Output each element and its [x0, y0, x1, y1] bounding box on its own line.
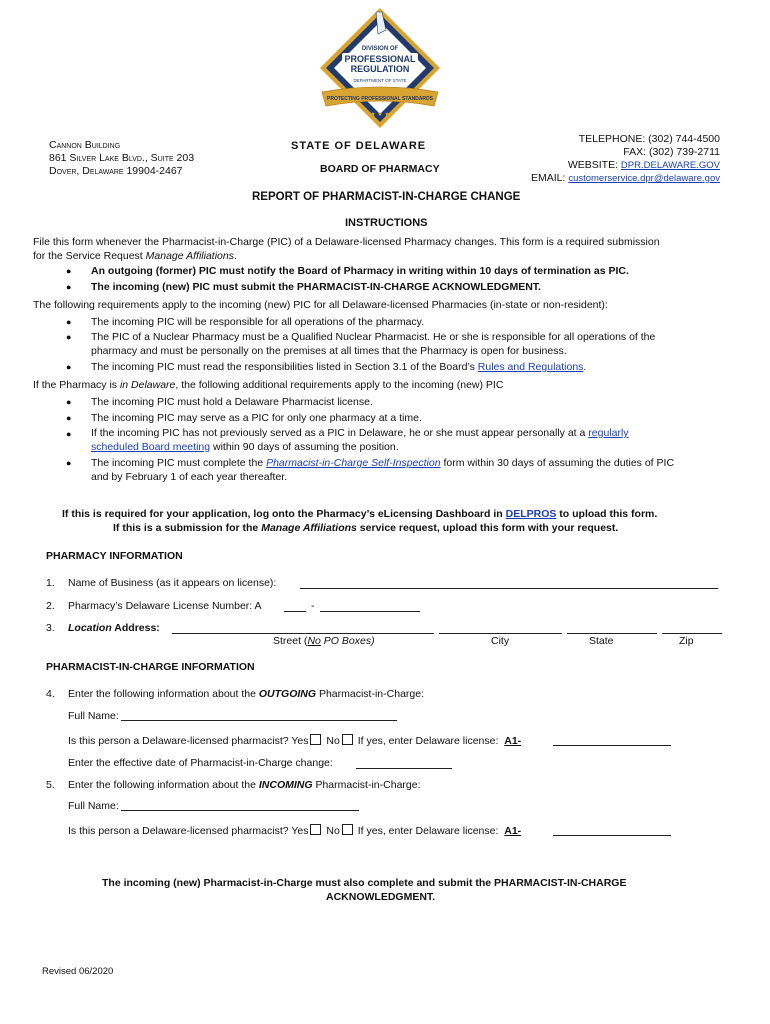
seal-main-text-2: REGULATION	[350, 64, 410, 74]
instructions-d4c: and by February 1 of each year thereafter.	[91, 471, 288, 483]
bullet-icon: ●	[66, 282, 72, 292]
address-line-3: Dover, Delaware 19904-2467	[49, 165, 183, 177]
form-title: REPORT OF PHARMACIST-IN-CHARGE CHANGE	[252, 191, 521, 203]
q2-number: 2.	[46, 600, 55, 612]
seal-dept-text: DEPARTMENT OF STATE	[353, 78, 407, 83]
bullet-icon: ●	[66, 362, 72, 372]
rules-regulations-link[interactable]: Rules and Regulations	[477, 361, 584, 373]
acknowledgment-note-1: The incoming (new) Pharmacist-in-Charge must also complete and submit the PHARMACIST-IN-CHARGE	[102, 877, 627, 889]
q4-number: 4.	[46, 688, 55, 700]
q2-label: Pharmacy’s Delaware License Number: A	[68, 600, 262, 612]
instructions-p2: The following requirements apply to the incoming (new) PIC for all Delaware-licensed Pharmacies (in-state or non-resident):	[33, 299, 608, 311]
q5-number: 5.	[46, 779, 55, 791]
address-line-2: 861 Silver Lake Blvd., Suite 203	[49, 152, 195, 164]
instructions-b2: The incoming (new) PIC must submit the PHARMACIST-IN-CHARGE ACKNOWLEDGMENT.	[91, 281, 541, 293]
pharmacy-info-heading: PHARMACY INFORMATION	[46, 550, 183, 562]
instructions-c2a: The PIC of a Nuclear Pharmacy must be a Qualified Nuclear Pharmacist. He or she is responsible for all operations of the	[91, 331, 656, 343]
instructions-d1: The incoming PIC must hold a Delaware Pharmacist license.	[91, 396, 373, 408]
state-field[interactable]	[567, 622, 657, 634]
instructions-p1b: for the Service Request Manage Affiliations.	[33, 250, 237, 262]
state-heading: STATE OF DELAWARE	[291, 140, 427, 152]
bullet-icon: ●	[66, 317, 72, 327]
email-line	[531, 172, 720, 184]
q3-number: 3.	[46, 622, 55, 634]
bullet-icon: ●	[66, 266, 72, 276]
instructions-p3: If the Pharmacy is in Delaware, the following additional requirements apply to the incoming (new) PIC	[33, 379, 504, 391]
seal-main-text-1: PROFESSIONAL	[344, 54, 416, 64]
effective-date-field[interactable]	[356, 757, 452, 769]
outgoing-fullname-field[interactable]	[121, 709, 397, 721]
incoming-yes-checkbox[interactable]	[310, 824, 321, 835]
instructions-d3a: If the incoming PIC has not previously served as a PIC in Delaware, he or she must appear personally at a regularly	[91, 427, 629, 439]
instructions-d4a: The incoming PIC must complete the Pharmacist-in-Charge Self-Inspection form within 30 days of assuming the duties of PIC	[91, 457, 675, 469]
incoming-licensed-question: Is this person a Delaware-licensed pharmacist? Yes No If yes, enter Delaware license: A1-	[68, 825, 522, 837]
q1-label: Name of Business (as it appears on license):	[68, 577, 277, 589]
state-caption: State	[589, 635, 614, 647]
email-link[interactable]: customerservice.dpr@delaware.gov	[568, 173, 720, 184]
city-caption: City	[491, 635, 510, 647]
outgoing-licensed-question: Is this person a Delaware-licensed pharmacist? Yes No If yes, enter Delaware license: A1-	[68, 735, 522, 747]
revision-date: Revised 06/2020	[42, 966, 114, 977]
zip-field[interactable]	[662, 622, 722, 634]
regularly-link[interactable]: regularly	[588, 427, 629, 439]
instructions-d3b: scheduled Board meeting within 90 days of assuming the position.	[91, 441, 399, 453]
fax: FAX: (302) 739-2711	[623, 146, 720, 158]
telephone: TELEPHONE: (302) 744-4500	[578, 133, 720, 145]
city-field[interactable]	[439, 622, 562, 634]
website-label: WEBSITE:	[567, 159, 618, 171]
instructions-c3: The incoming PIC must read the responsibilities listed in Section 3.1 of the Board’s Rules and Regulations.	[91, 361, 587, 373]
self-inspection-link[interactable]: Pharmacist-in-Charge Self-Inspection	[266, 457, 441, 469]
instructions-c2b: pharmacy and must be personally on the premises at all times that the Pharmacy is open for business.	[91, 345, 567, 357]
upload-line-1: If this is required for your application, log onto the Pharmacy’s eLicensing Dashboard in DELPROS to upload this form.	[62, 508, 658, 520]
outgoing-no-checkbox[interactable]	[342, 734, 353, 745]
zip-caption: Zip	[679, 635, 694, 647]
q4-label: Enter the following information about the OUTGOING Pharmacist-in-Charge:	[68, 688, 424, 700]
outgoing-fullname-label: Full Name:	[68, 710, 119, 722]
website-link[interactable]: DPR.DELAWARE.GOV	[620, 160, 720, 171]
board-meeting-link[interactable]: scheduled Board meeting	[91, 441, 211, 453]
seal-stars: ★ ★ ★	[370, 112, 390, 118]
q3-label: Location Address:	[68, 622, 160, 634]
street-caption: Street (No PO Boxes)	[273, 635, 375, 647]
acknowledgment-note-2: ACKNOWLEDGMENT.	[326, 891, 436, 903]
incoming-no-checkbox[interactable]	[342, 824, 353, 835]
business-name-field[interactable]	[300, 577, 718, 589]
delpros-link[interactable]: DELPROS	[505, 508, 557, 520]
seal-top-text: DIVISION OF	[361, 46, 399, 52]
seal-ribbon-text: PROTECTING PROFESSIONAL STANDARDS	[327, 96, 433, 102]
incoming-fullname-field[interactable]	[121, 799, 359, 811]
instructions-heading: INSTRUCTIONS	[345, 217, 428, 229]
outgoing-yes-checkbox[interactable]	[310, 734, 321, 745]
license-dash: -	[311, 600, 315, 612]
email-label: EMAIL:	[530, 172, 566, 184]
q5-label: Enter the following information about the INCOMING Pharmacist-in-Charge:	[68, 779, 421, 791]
instructions-d2: The incoming PIC may serve as a PIC for only one pharmacy at a time.	[91, 412, 422, 424]
bullet-icon: ●	[66, 458, 72, 468]
bullet-icon: ●	[66, 397, 72, 407]
address-line-1: Cannon Building	[49, 139, 121, 151]
outgoing-license-field[interactable]	[553, 734, 671, 746]
bullet-icon: ●	[66, 429, 72, 439]
q1-number: 1.	[46, 577, 55, 589]
incoming-license-field[interactable]	[553, 824, 671, 836]
effective-date-label: Enter the effective date of Pharmacist-in-Charge change:	[68, 757, 333, 769]
street-field[interactable]	[172, 622, 434, 634]
incoming-fullname-label: Full Name:	[68, 800, 119, 812]
website-line	[568, 159, 720, 171]
instructions-b1: An outgoing (former) PIC must notify the Board of Pharmacy in writing within 10 days of termination as PIC.	[91, 265, 629, 277]
instructions-p1a: File this form whenever the Pharmacist-in-Charge (PIC) of a Delaware-licensed Pharmacy changes. This form is a required submission	[33, 236, 660, 248]
division-seal-logo	[312, 4, 448, 132]
upload-line-2: If this is a submission for the Manage Affiliations service request, upload this form with your request.	[113, 522, 619, 534]
board-heading: BOARD OF PHARMACY	[320, 163, 440, 175]
instructions-c1: The incoming PIC will be responsible for all operations of the pharmacy.	[91, 316, 425, 328]
bullet-icon: ●	[66, 413, 72, 423]
license-number-field[interactable]	[320, 600, 420, 612]
bullet-icon: ●	[66, 332, 72, 342]
license-prefix-field[interactable]	[284, 600, 306, 612]
pic-info-heading: PHARMACIST-IN-CHARGE INFORMATION	[46, 661, 255, 673]
